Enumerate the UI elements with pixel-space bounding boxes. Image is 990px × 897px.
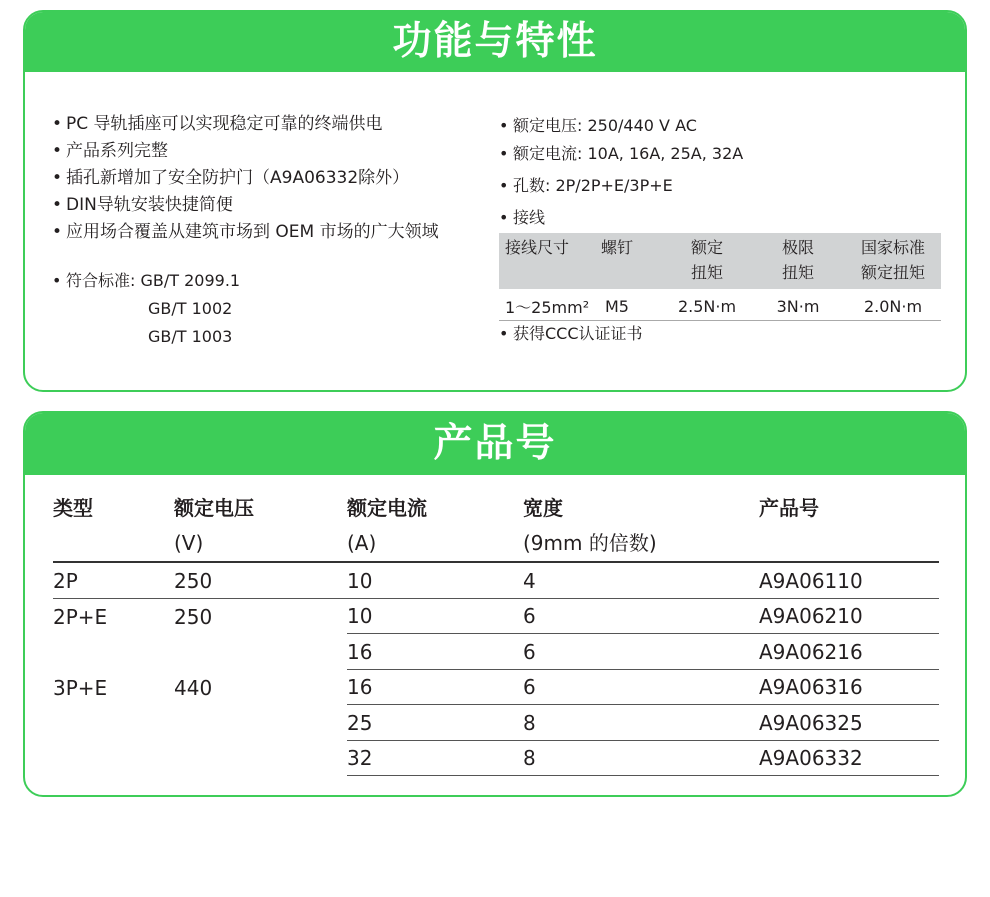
table-row bbox=[53, 598, 939, 634]
wiring-cell: 2.5N·m bbox=[663, 289, 751, 321]
features-card bbox=[23, 10, 967, 392]
wiring-table-row bbox=[499, 289, 941, 321]
header-type: 类型 bbox=[53, 491, 174, 562]
cell-type bbox=[53, 705, 174, 741]
header-current: 额定电流 (A) bbox=[347, 491, 523, 562]
wiring-cell: 1～25mm² bbox=[499, 289, 599, 321]
cell-type: 2P+E bbox=[53, 604, 108, 629]
features-right-list bbox=[499, 112, 743, 232]
products-card bbox=[23, 411, 967, 797]
wiring-header-cell: 国家标准 额定扭矩 bbox=[845, 233, 941, 289]
wiring-table bbox=[499, 233, 941, 321]
cell-voltage bbox=[174, 705, 347, 741]
header-width: 宽度 (9mm 的倍数) bbox=[523, 491, 759, 562]
wiring-cell: M5 bbox=[599, 289, 663, 321]
spec-voltage: • 额定电压: 250/440 V AC bbox=[499, 116, 697, 135]
standard-item: GB/T 1002 bbox=[148, 299, 233, 318]
cell-type bbox=[53, 634, 174, 670]
cell-width: 8 bbox=[523, 740, 759, 776]
cell-current: 10 bbox=[347, 562, 523, 598]
cell-ref: A9A06110 bbox=[759, 562, 939, 598]
cell-type: 3P+E bbox=[53, 675, 108, 700]
wiring-cell: 3N·m bbox=[751, 289, 845, 321]
cell-width: 6 bbox=[523, 598, 759, 634]
feature-bullet: • DIN导轨安装快捷简便 bbox=[52, 195, 233, 215]
cell-current: 10 bbox=[347, 598, 523, 634]
feature-bullet: • PC 导轨插座可以实现稳定可靠的终端供电 bbox=[52, 114, 383, 134]
spec-ccc: • 获得CCC认证证书 bbox=[499, 324, 643, 343]
header-voltage: 额定电压 (V) bbox=[174, 491, 347, 562]
feature-bullet: • 插孔新增加了安全防护门（A9A06332除外） bbox=[52, 168, 410, 188]
table-row bbox=[53, 705, 939, 741]
spec-current: • 额定电流: 10A, 16A, 25A, 32A bbox=[499, 144, 744, 163]
wiring-header-cell: 极限 扭矩 bbox=[751, 233, 845, 289]
wiring-cell: 2.0N·m bbox=[845, 289, 941, 321]
cell-current: 25 bbox=[347, 705, 523, 741]
wiring-header-cell: 额定 扭矩 bbox=[663, 233, 751, 289]
cell-current: 16 bbox=[347, 669, 523, 705]
cell-ref: A9A06210 bbox=[759, 598, 939, 634]
standards-label: 符合标准: bbox=[66, 271, 141, 290]
wiring-header-cell: 接线尺寸 bbox=[499, 233, 599, 289]
features-left-list bbox=[52, 111, 439, 246]
cell-current: 16 bbox=[347, 634, 523, 670]
cell-voltage: 440 bbox=[174, 675, 213, 700]
cell-width: 4 bbox=[523, 562, 759, 598]
cell-current: 32 bbox=[347, 740, 523, 776]
products-table-header bbox=[53, 491, 939, 562]
cell-ref: A9A06316 bbox=[759, 669, 939, 705]
table-row bbox=[53, 669, 939, 705]
cell-width: 6 bbox=[523, 669, 759, 705]
features-title: 功能与特性 bbox=[25, 12, 965, 72]
cell-voltage bbox=[174, 740, 347, 776]
standard-item: GB/T 2099.1 bbox=[140, 271, 241, 290]
cell-ref: A9A06325 bbox=[759, 705, 939, 741]
products-title: 产品号 bbox=[25, 413, 965, 475]
wiring-table-header bbox=[499, 233, 941, 289]
cell-voltage: 250 bbox=[174, 604, 213, 629]
spec-holes: • 孔数: 2P/2P+E/3P+E bbox=[499, 176, 673, 195]
spec-wiring: • 接线 bbox=[499, 208, 546, 227]
standards-block: • 符合标准: GB/T 2099.1 GB/T 1002 GB/T 1003 bbox=[52, 267, 240, 351]
table-row bbox=[53, 634, 939, 670]
cell-width: 8 bbox=[523, 705, 759, 741]
cell-voltage: 250 bbox=[174, 562, 347, 598]
feature-bullet: • 应用场合覆盖从建筑市场到 OEM 市场的广大领域 bbox=[52, 222, 439, 242]
products-table bbox=[53, 491, 939, 776]
table-row bbox=[53, 562, 939, 598]
standard-item: GB/T 1003 bbox=[148, 327, 233, 346]
cell-type bbox=[53, 740, 174, 776]
feature-bullet: • 产品系列完整 bbox=[52, 141, 168, 161]
wiring-header-cell: 螺钉 bbox=[599, 233, 663, 289]
cell-type: 2P bbox=[53, 562, 174, 598]
cell-voltage bbox=[174, 634, 347, 670]
cell-ref: A9A06216 bbox=[759, 634, 939, 670]
table-row bbox=[53, 740, 939, 776]
cell-width: 6 bbox=[523, 634, 759, 670]
cell-ref: A9A06332 bbox=[759, 740, 939, 776]
header-ref: 产品号 bbox=[759, 491, 939, 562]
